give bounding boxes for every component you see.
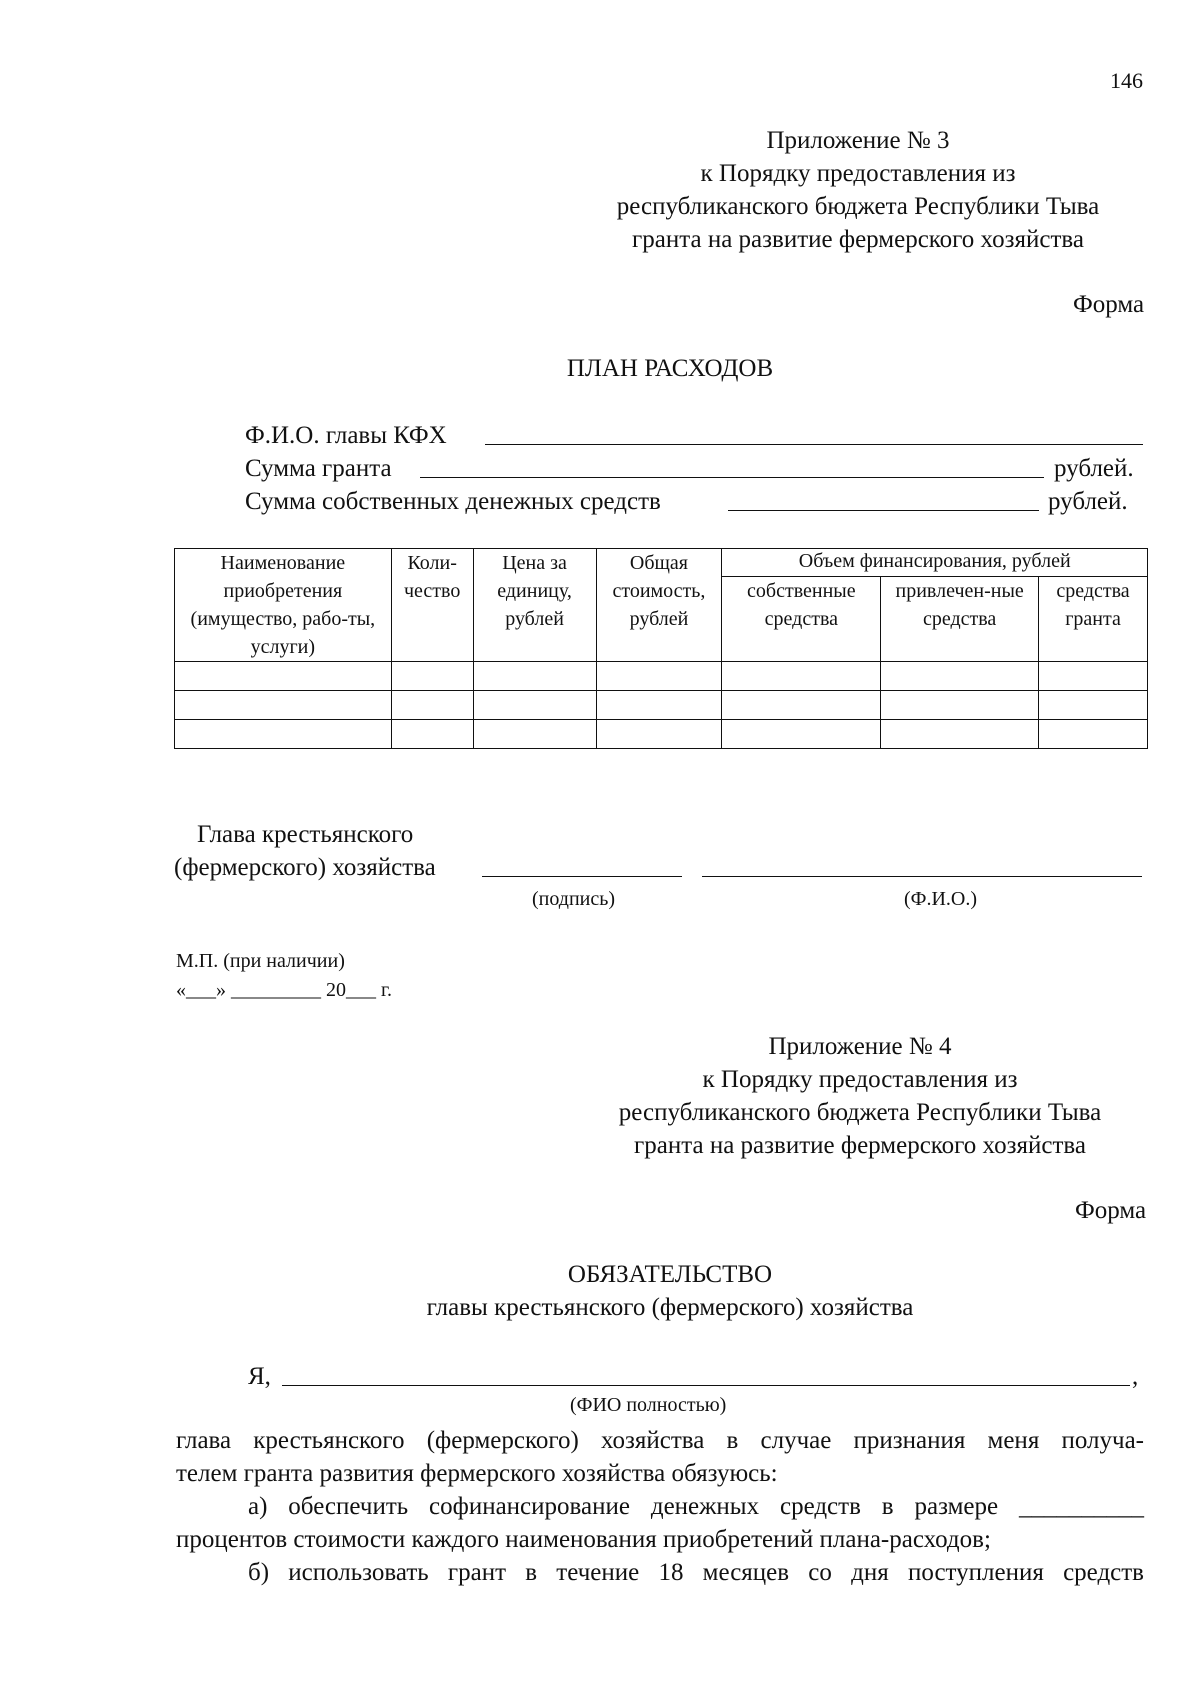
grant-label: Сумма гранта <box>245 455 392 482</box>
grant-blank[interactable] <box>420 477 1044 478</box>
head-fio-blank[interactable] <box>702 876 1142 877</box>
table-cell[interactable] <box>175 720 392 749</box>
annex3-line-3: республиканского бюджета Республики Тыва <box>616 193 1100 220</box>
table-cell[interactable] <box>473 720 596 749</box>
table-row <box>175 720 1148 749</box>
obligation-subtitle: главы крестьянского (фермерского) хозяйства <box>426 1294 914 1321</box>
annex4-line-1: Приложение № 4 <box>768 1033 952 1060</box>
table-cell[interactable] <box>881 720 1039 749</box>
header-grant-funds: средства гранта <box>1039 577 1148 662</box>
table-cell[interactable] <box>391 662 473 691</box>
annex4-form-label: Форма <box>1075 1197 1147 1224</box>
table-cell[interactable] <box>175 691 392 720</box>
body-line-1: глава крестьянского (фермерского) хозяйства в случае признания меня получа- <box>176 1427 1144 1454</box>
own-funds-unit: рублей. <box>1048 488 1128 515</box>
header-attracted-funds: привлечен-ные средства <box>881 577 1039 662</box>
annex3-line-2: к Порядку предоставления из <box>700 160 1016 187</box>
table-cell[interactable] <box>1039 720 1148 749</box>
table-cell[interactable] <box>596 691 722 720</box>
table-cell[interactable] <box>473 691 596 720</box>
i-label: Я, <box>248 1363 271 1390</box>
header-name: Наименование приобретения (имущество, рабо-ты, услуги) <box>175 549 392 662</box>
annex4-line-2: к Порядку предоставления из <box>702 1066 1018 1093</box>
table-cell[interactable] <box>722 691 881 720</box>
body-line-4: процентов стоимости каждого наименования приобретений плана-расходов; <box>176 1526 991 1553</box>
signature-blank[interactable] <box>482 876 682 877</box>
table-cell[interactable] <box>881 691 1039 720</box>
table-cell[interactable] <box>722 662 881 691</box>
body-line-2: телем гранта развития фермерского хозяйства обязуюсь: <box>176 1460 778 1487</box>
table-row <box>175 662 1148 691</box>
plan-title: ПЛАН РАСХОДОВ <box>566 355 774 382</box>
table-cell[interactable] <box>1039 662 1148 691</box>
annex3-line-1: Приложение № 3 <box>766 127 950 154</box>
full-name-caption: (ФИО полностью) <box>570 1394 727 1416</box>
fio-label: Ф.И.О. главы КФХ <box>245 422 447 449</box>
header-unit-price: Цена за единицу, рублей <box>473 549 596 662</box>
body-line-5: б) использовать грант в течение 18 месяцев со дня поступления средств <box>248 1559 1144 1586</box>
own-funds-blank[interactable] <box>728 510 1039 511</box>
table-cell[interactable] <box>175 662 392 691</box>
signature-caption: (подпись) <box>532 888 616 910</box>
table-cell[interactable] <box>722 720 881 749</box>
obligation-title: ОБЯЗАТЕЛЬСТВО <box>567 1261 773 1288</box>
header-funding-volume: Объем финансирования, рублей <box>722 549 1148 577</box>
table-cell[interactable] <box>391 691 473 720</box>
table-cell[interactable] <box>1039 691 1148 720</box>
table-row <box>175 691 1148 720</box>
annex3-line-4: гранта на развитие фермерского хозяйства <box>632 226 1084 253</box>
table-cell[interactable] <box>391 720 473 749</box>
table-cell[interactable] <box>596 662 722 691</box>
annex4-line-3: республиканского бюджета Республики Тыва <box>618 1099 1102 1126</box>
own-funds-label: Сумма собственных денежных средств <box>245 488 661 515</box>
fio-caption: (Ф.И.О.) <box>904 888 978 910</box>
annex3-form-label: Форма <box>1073 291 1145 318</box>
stamp-label: М.П. (при наличии) <box>176 950 345 972</box>
comma: , <box>1132 1363 1139 1390</box>
expense-plan-table <box>174 548 1148 749</box>
header-total-cost: Общая стоимость, рублей <box>596 549 722 662</box>
body-line-3: а) обеспечить софинансирование денежных средств в размере __________ <box>248 1493 1144 1520</box>
head-label-line2: (фермерского) хозяйства <box>174 854 436 881</box>
annex4-line-4: гранта на развитие фермерского хозяйства <box>634 1132 1086 1159</box>
header-own-funds: собственные средства <box>722 577 881 662</box>
head-label-line1: Глава крестьянского <box>197 821 414 848</box>
table-cell[interactable] <box>881 662 1039 691</box>
fio-blank[interactable] <box>485 444 1143 445</box>
date-line: «___» _________ 20___ г. <box>176 979 392 1001</box>
grant-unit: рублей. <box>1054 455 1134 482</box>
table-cell[interactable] <box>596 720 722 749</box>
full-name-blank[interactable] <box>282 1385 1130 1386</box>
header-quantity: Коли-чество <box>391 549 473 662</box>
table-cell[interactable] <box>473 662 596 691</box>
page-number: 146 <box>1110 68 1143 93</box>
